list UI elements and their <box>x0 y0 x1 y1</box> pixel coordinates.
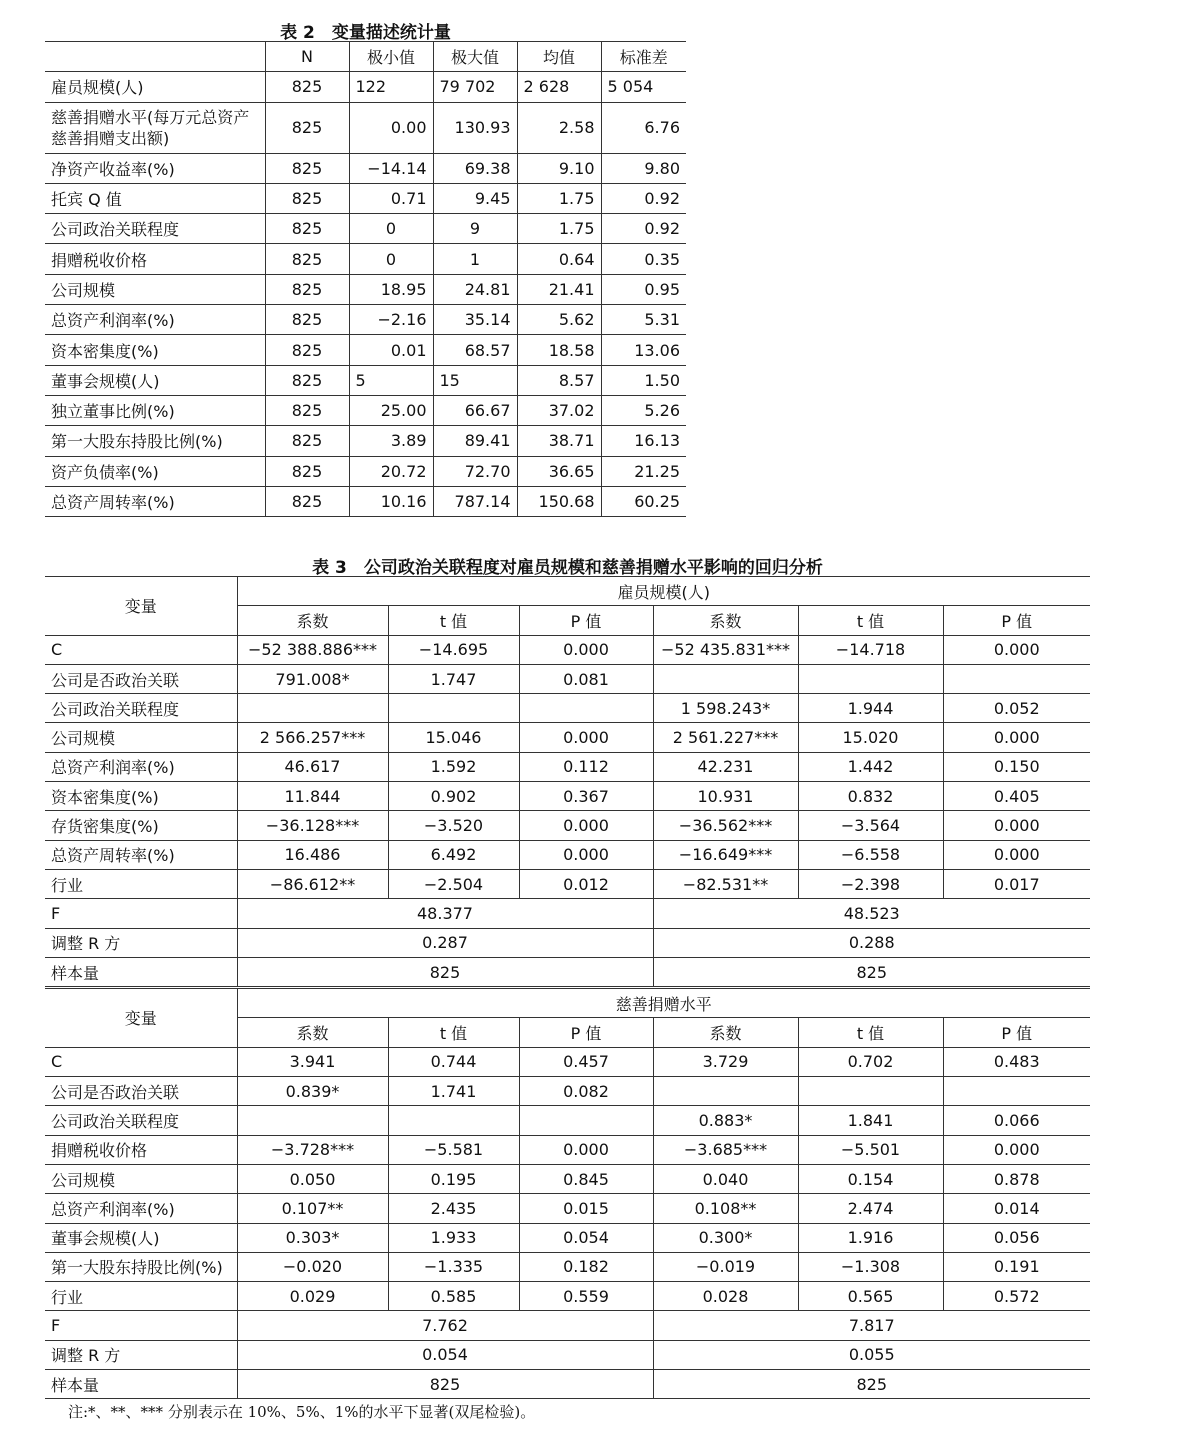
table2-value-cell: 6.76 <box>601 102 686 153</box>
table3-variable-name: 第一大股东持股比例(%) <box>45 1252 237 1281</box>
table2-value-cell: 24.81 <box>433 274 517 304</box>
table2-header-cell: 极大值 <box>433 42 517 72</box>
table2-value-cell: −14.14 <box>349 153 433 183</box>
table3-stat-row <box>45 928 1090 957</box>
table3-value-cell: 3.729 <box>653 1047 798 1076</box>
table3-stat-value: 48.523 <box>653 899 1090 928</box>
table3-row <box>45 1223 1090 1252</box>
table2-value-cell: 16.13 <box>601 426 686 456</box>
table2-variable-name: 总资产周转率(%) <box>45 486 265 516</box>
table3-subheader-cell: 系数 <box>653 606 798 635</box>
table2-value-cell: 0 <box>349 214 433 244</box>
table2-value-cell: 60.25 <box>601 486 686 516</box>
table3-subheader-cell: P 值 <box>943 606 1090 635</box>
table3-subheader-cell: t 值 <box>388 1018 519 1047</box>
table3-value-cell: 0.902 <box>388 782 519 811</box>
table2-value-cell: 825 <box>265 153 349 183</box>
table2-value-cell: 37.02 <box>517 395 601 425</box>
table2-value-cell: 5.31 <box>601 305 686 335</box>
table3-value-cell: 0.014 <box>943 1194 1090 1223</box>
table3-variable-name: 捐赠税收价格 <box>45 1135 237 1164</box>
table3-row <box>45 782 1090 811</box>
table2-value-cell: 0.95 <box>601 274 686 304</box>
table3-stat-row <box>45 1340 1090 1369</box>
table2-variable-name: 公司政治关联程度 <box>45 214 265 244</box>
table2-value-cell: 2.58 <box>517 102 601 153</box>
table3-value-cell: −1.335 <box>388 1252 519 1281</box>
table3-stat-label: 调整 R 方 <box>45 1340 237 1369</box>
table2-value-cell: 9.80 <box>601 153 686 183</box>
table3-stat-row <box>45 1370 1090 1399</box>
table3-value-cell: 1.916 <box>798 1223 943 1252</box>
table3-row <box>45 1194 1090 1223</box>
table3-row <box>45 840 1090 869</box>
table2-variable-name: 资本密集度(%) <box>45 335 265 365</box>
table2-value-cell: 69.38 <box>433 153 517 183</box>
table3-stat-value: 825 <box>237 1370 653 1399</box>
table3-value-cell: 15.046 <box>388 723 519 752</box>
table2-variable-name: 独立董事比例(%) <box>45 395 265 425</box>
table3-value-cell <box>943 664 1090 693</box>
table2-value-cell: 825 <box>265 102 349 153</box>
table3-value-cell: 0.050 <box>237 1164 388 1193</box>
table2-value-cell: 72.70 <box>433 456 517 486</box>
table2-value-cell: 825 <box>265 274 349 304</box>
table2-value-cell: 825 <box>265 456 349 486</box>
table3-value-cell <box>798 664 943 693</box>
table3-row <box>45 869 1090 898</box>
table3-variable-name: 总资产利润率(%) <box>45 752 237 781</box>
table3-value-cell: 1.841 <box>798 1106 943 1135</box>
table3-value-cell: 0.303* <box>237 1223 388 1252</box>
table2-value-cell: 0.92 <box>601 214 686 244</box>
table3-value-cell: 0.081 <box>519 664 653 693</box>
table3-value-cell: 0.839* <box>237 1077 388 1106</box>
table2-value-cell: 825 <box>265 426 349 456</box>
table3-row <box>45 664 1090 693</box>
table3-value-cell: 0.000 <box>943 635 1090 664</box>
table3-value-cell: 0.107** <box>237 1194 388 1223</box>
table3-variable-name: 公司是否政治关联 <box>45 1077 237 1106</box>
table3-note: 注:*、**、*** 分别表示在 10%、5%、1%的水平下显著(双尾检验)。 <box>68 1403 536 1421</box>
table3-value-cell: 0.195 <box>388 1164 519 1193</box>
table2-header-cell: 均值 <box>517 42 601 72</box>
table3-value-cell: 10.931 <box>653 782 798 811</box>
table3-value-cell <box>237 694 388 723</box>
table3-variable-name: 董事会规模(人) <box>45 1223 237 1252</box>
table3-value-cell: 0.300* <box>653 1223 798 1252</box>
table3-value-cell: 0.012 <box>519 869 653 898</box>
table3-variable-name: 行业 <box>45 869 237 898</box>
table3-value-cell: 2 561.227*** <box>653 723 798 752</box>
table3-value-cell: −14.695 <box>388 635 519 664</box>
table3-value-cell: 0.056 <box>943 1223 1090 1252</box>
table3-subheader-cell: P 值 <box>943 1018 1090 1047</box>
table2-descriptive-statistics <box>45 41 686 517</box>
table3-stat-value: 825 <box>237 957 653 987</box>
table3-variable-header: 变量 <box>45 988 237 1048</box>
table3-value-cell: −52 388.886*** <box>237 635 388 664</box>
table2-row <box>45 395 686 425</box>
table2-value-cell: 0.71 <box>349 183 433 213</box>
table3-value-cell: 0.565 <box>798 1282 943 1311</box>
table3-value-cell <box>653 664 798 693</box>
table3-panel1-dependent-row <box>45 577 1090 606</box>
table2-value-cell: 20.72 <box>349 456 433 486</box>
table2-row <box>45 426 686 456</box>
table2-row <box>45 335 686 365</box>
table2-variable-name: 托宾 Q 值 <box>45 183 265 213</box>
table2-value-cell: 38.71 <box>517 426 601 456</box>
table2-value-cell: 0.00 <box>349 102 433 153</box>
table3-value-cell: −0.020 <box>237 1252 388 1281</box>
table3-stat-label: 调整 R 方 <box>45 928 237 957</box>
table3-row <box>45 694 1090 723</box>
table3-stat-value: 0.287 <box>237 928 653 957</box>
table2-value-cell: 825 <box>265 244 349 274</box>
table3-subheader-cell: 系数 <box>653 1018 798 1047</box>
table3-value-cell: −3.520 <box>388 811 519 840</box>
table2-value-cell: 13.06 <box>601 335 686 365</box>
table2-row <box>45 305 686 335</box>
table3-value-cell: 2.435 <box>388 1194 519 1223</box>
table3-value-cell: 791.008* <box>237 664 388 693</box>
table3-value-cell: −1.308 <box>798 1252 943 1281</box>
table3-row <box>45 723 1090 752</box>
table3-variable-header: 变量 <box>45 577 237 636</box>
table2-variable-name: 董事会规模(人) <box>45 365 265 395</box>
table2-value-cell: 25.00 <box>349 395 433 425</box>
table3-value-cell: −14.718 <box>798 635 943 664</box>
table3-value-cell: 1 598.243* <box>653 694 798 723</box>
table3-value-cell: −0.019 <box>653 1252 798 1281</box>
table2-value-cell: −2.16 <box>349 305 433 335</box>
table3-subheader-cell: t 值 <box>798 1018 943 1047</box>
table3-value-cell: 0.054 <box>519 1223 653 1252</box>
table3-value-cell <box>798 1077 943 1106</box>
table3-row <box>45 635 1090 664</box>
table3-value-cell: 0.000 <box>519 840 653 869</box>
table3-value-cell: 0.878 <box>943 1164 1090 1193</box>
table2-row <box>45 214 686 244</box>
table3-stat-label: 样本量 <box>45 1370 237 1399</box>
table3-value-cell: 0.017 <box>943 869 1090 898</box>
table3-value-cell: −36.128*** <box>237 811 388 840</box>
table3-value-cell: 1.592 <box>388 752 519 781</box>
table3-value-cell: 0.483 <box>943 1047 1090 1076</box>
table3-value-cell: −52 435.831*** <box>653 635 798 664</box>
table2-row <box>45 486 686 516</box>
table3-variable-name: 总资产周转率(%) <box>45 840 237 869</box>
table3-value-cell: 0.015 <box>519 1194 653 1223</box>
table3-value-cell: 0.000 <box>943 811 1090 840</box>
table3-value-cell: 0.000 <box>943 840 1090 869</box>
table3-value-cell: 42.231 <box>653 752 798 781</box>
table3-value-cell: −5.501 <box>798 1135 943 1164</box>
table3-value-cell: 11.844 <box>237 782 388 811</box>
table2-value-cell: 66.67 <box>433 395 517 425</box>
table3-row <box>45 1106 1090 1135</box>
table2-value-cell: 9 <box>433 214 517 244</box>
table3-stat-value: 7.817 <box>653 1311 1090 1340</box>
table2-value-cell: 1.75 <box>517 214 601 244</box>
table2-value-cell: 18.95 <box>349 274 433 304</box>
table2-header-cell: 标准差 <box>601 42 686 72</box>
table3-value-cell: 1.442 <box>798 752 943 781</box>
table3-value-cell: 0.191 <box>943 1252 1090 1281</box>
table3-variable-name: 公司规模 <box>45 1164 237 1193</box>
table3-stat-label: 样本量 <box>45 957 237 987</box>
table3-value-cell: −6.558 <box>798 840 943 869</box>
table2-value-cell: 825 <box>265 214 349 244</box>
table3-row <box>45 1047 1090 1076</box>
table3-value-cell: 0.182 <box>519 1252 653 1281</box>
table2-value-cell: 5.62 <box>517 305 601 335</box>
table3-row <box>45 1077 1090 1106</box>
table3-value-cell: −3.685*** <box>653 1135 798 1164</box>
table2-value-cell: 825 <box>265 365 349 395</box>
table3-value-cell: −82.531** <box>653 869 798 898</box>
table3-variable-name: 行业 <box>45 1282 237 1311</box>
table2-variable-name: 捐赠税收价格 <box>45 244 265 274</box>
table3-stat-label: F <box>45 899 237 928</box>
table3-variable-name: 公司是否政治关联 <box>45 664 237 693</box>
table3-title: 表 3 公司政治关联程度对雇员规模和慈善捐赠水平影响的回归分析 <box>312 558 823 578</box>
table3-regression-analysis <box>45 576 1090 1399</box>
table2-value-cell: 825 <box>265 183 349 213</box>
table3-dependent-variable: 雇员规模(人) <box>237 577 1090 606</box>
table2-value-cell: 5 054 <box>601 72 686 102</box>
table3-value-cell <box>653 1077 798 1106</box>
table3-value-cell: 0.154 <box>798 1164 943 1193</box>
table3-row <box>45 1282 1090 1311</box>
table2-row <box>45 72 686 102</box>
table2-value-cell: 825 <box>265 305 349 335</box>
table3-stat-value: 0.054 <box>237 1340 653 1369</box>
table2-value-cell: 2 628 <box>517 72 601 102</box>
table3-value-cell: −5.581 <box>388 1135 519 1164</box>
table3-value-cell: 0.000 <box>943 1135 1090 1164</box>
table2-value-cell: 15 <box>433 365 517 395</box>
table3-value-cell: 0.367 <box>519 782 653 811</box>
table3-value-cell: 2 566.257*** <box>237 723 388 752</box>
table3-value-cell <box>519 694 653 723</box>
table2-value-cell: 0.01 <box>349 335 433 365</box>
table3-value-cell: 0.572 <box>943 1282 1090 1311</box>
table3-value-cell: 0.029 <box>237 1282 388 1311</box>
table3-variable-name: 总资产利润率(%) <box>45 1194 237 1223</box>
table3-stat-label: F <box>45 1311 237 1340</box>
table3-stat-row <box>45 957 1090 987</box>
table3-row <box>45 1252 1090 1281</box>
table2-value-cell: 5 <box>349 365 433 395</box>
table2-value-cell: 0 <box>349 244 433 274</box>
table3-value-cell: 0.000 <box>519 723 653 752</box>
table3-value-cell: 46.617 <box>237 752 388 781</box>
table2-value-cell: 1 <box>433 244 517 274</box>
table2-value-cell: 35.14 <box>433 305 517 335</box>
table2-value-cell: 825 <box>265 335 349 365</box>
table2-variable-name: 慈善捐赠水平(每万元总资产慈善捐赠支出额) <box>45 102 265 153</box>
table3-value-cell <box>388 1106 519 1135</box>
table3-value-cell: 0.082 <box>519 1077 653 1106</box>
table2-value-cell: 18.58 <box>517 335 601 365</box>
table2-value-cell: 36.65 <box>517 456 601 486</box>
table3-value-cell: 0.702 <box>798 1047 943 1076</box>
table3-value-cell: 1.944 <box>798 694 943 723</box>
table3-variable-name: 存货密集度(%) <box>45 811 237 840</box>
table3-dependent-variable: 慈善捐赠水平 <box>237 988 1090 1018</box>
table2-value-cell: 79 702 <box>433 72 517 102</box>
table3-subheader-cell: P 值 <box>519 606 653 635</box>
table2-value-cell: 1.50 <box>601 365 686 395</box>
table3-stat-value: 48.377 <box>237 899 653 928</box>
table2-value-cell: 8.57 <box>517 365 601 395</box>
table3-value-cell: −2.398 <box>798 869 943 898</box>
table2-value-cell: 10.16 <box>349 486 433 516</box>
table3-variable-name: 资本密集度(%) <box>45 782 237 811</box>
table3-value-cell: 0.052 <box>943 694 1090 723</box>
table2-row <box>45 244 686 274</box>
table3-variable-name: 公司政治关联程度 <box>45 1106 237 1135</box>
table2-header-cell: 极小值 <box>349 42 433 72</box>
table3-stat-value: 7.762 <box>237 1311 653 1340</box>
table2-value-cell: 9.10 <box>517 153 601 183</box>
table3-value-cell: 0.040 <box>653 1164 798 1193</box>
table2-value-cell: 0.92 <box>601 183 686 213</box>
table2-row <box>45 274 686 304</box>
table3-stat-value: 825 <box>653 957 1090 987</box>
table2-value-cell: 825 <box>265 486 349 516</box>
table2-value-cell: 1.75 <box>517 183 601 213</box>
table3-value-cell: 0.883* <box>653 1106 798 1135</box>
table3-stat-row <box>45 1311 1090 1340</box>
table3-variable-name: C <box>45 635 237 664</box>
table2-variable-name: 雇员规模(人) <box>45 72 265 102</box>
table3-value-cell: 0.457 <box>519 1047 653 1076</box>
table3-value-cell: 0.845 <box>519 1164 653 1193</box>
table3-value-cell: −2.504 <box>388 869 519 898</box>
table3-stat-value: 0.288 <box>653 928 1090 957</box>
table3-value-cell: 0.066 <box>943 1106 1090 1135</box>
table3-value-cell <box>388 694 519 723</box>
table2-value-cell: 130.93 <box>433 102 517 153</box>
table3-stat-value: 0.055 <box>653 1340 1090 1369</box>
table2-value-cell: 9.45 <box>433 183 517 213</box>
table2-value-cell: 122 <box>349 72 433 102</box>
table3-subheader-cell: 系数 <box>237 1018 388 1047</box>
table2-variable-name: 公司规模 <box>45 274 265 304</box>
table3-value-cell: 0.150 <box>943 752 1090 781</box>
table3-subheader-cell: t 值 <box>798 606 943 635</box>
table2-value-cell: 3.89 <box>349 426 433 456</box>
table3-value-cell: 0.112 <box>519 752 653 781</box>
table3-row <box>45 1135 1090 1164</box>
table3-value-cell: 0.832 <box>798 782 943 811</box>
table3-value-cell: 0.744 <box>388 1047 519 1076</box>
table3-value-cell: 0.028 <box>653 1282 798 1311</box>
table2-value-cell: 787.14 <box>433 486 517 516</box>
table3-stat-value: 825 <box>653 1370 1090 1399</box>
table2-variable-name: 资产负债率(%) <box>45 456 265 486</box>
table2-value-cell: 5.26 <box>601 395 686 425</box>
table2-variable-name: 总资产利润率(%) <box>45 305 265 335</box>
table2-title: 表 2 变量描述统计量 <box>280 23 451 43</box>
table3-value-cell: 2.474 <box>798 1194 943 1223</box>
table3-value-cell: 0.000 <box>519 1135 653 1164</box>
table3-row <box>45 1164 1090 1193</box>
table3-variable-name: 公司政治关联程度 <box>45 694 237 723</box>
table2-header-cell: N <box>265 42 349 72</box>
table3-value-cell: 3.941 <box>237 1047 388 1076</box>
table2-header-row <box>45 42 686 72</box>
table3-value-cell: 1.741 <box>388 1077 519 1106</box>
table3-value-cell: 0.000 <box>519 811 653 840</box>
table2-row <box>45 183 686 213</box>
table3-value-cell: 1.747 <box>388 664 519 693</box>
table3-value-cell: 15.020 <box>798 723 943 752</box>
table3-value-cell: 0.000 <box>519 635 653 664</box>
table3-value-cell: −36.562*** <box>653 811 798 840</box>
table3-value-cell: 6.492 <box>388 840 519 869</box>
table2-value-cell: 21.25 <box>601 456 686 486</box>
table3-value-cell: −86.612** <box>237 869 388 898</box>
table2-value-cell: 89.41 <box>433 426 517 456</box>
table3-stat-row <box>45 899 1090 928</box>
table2-row <box>45 365 686 395</box>
table2-row <box>45 102 686 153</box>
table2-value-cell: 0.64 <box>517 244 601 274</box>
table2-value-cell: 21.41 <box>517 274 601 304</box>
table3-value-cell: 16.486 <box>237 840 388 869</box>
table3-row <box>45 811 1090 840</box>
table3-value-cell <box>237 1106 388 1135</box>
table3-value-cell: 0.585 <box>388 1282 519 1311</box>
table2-value-cell: 0.35 <box>601 244 686 274</box>
table2-variable-name: 净资产收益率(%) <box>45 153 265 183</box>
table2-value-cell: 825 <box>265 72 349 102</box>
table3-subheader-cell: P 值 <box>519 1018 653 1047</box>
table3-subheader-cell: 系数 <box>237 606 388 635</box>
table3-value-cell <box>519 1106 653 1135</box>
table3-value-cell <box>943 1077 1090 1106</box>
table3-panel2-dependent-row <box>45 988 1090 1018</box>
table2-value-cell: 68.57 <box>433 335 517 365</box>
table3-value-cell: 0.108** <box>653 1194 798 1223</box>
table2-row <box>45 153 686 183</box>
table2-value-cell: 150.68 <box>517 486 601 516</box>
table3-value-cell: 0.559 <box>519 1282 653 1311</box>
table3-value-cell: −16.649*** <box>653 840 798 869</box>
table2-row <box>45 456 686 486</box>
table3-value-cell: 0.000 <box>943 723 1090 752</box>
table3-row <box>45 752 1090 781</box>
table3-value-cell: −3.564 <box>798 811 943 840</box>
table3-variable-name: 公司规模 <box>45 723 237 752</box>
table2-value-cell: 825 <box>265 395 349 425</box>
table3-variable-name: C <box>45 1047 237 1076</box>
table2-variable-name: 第一大股东持股比例(%) <box>45 426 265 456</box>
table3-value-cell: 0.405 <box>943 782 1090 811</box>
table3-value-cell: 1.933 <box>388 1223 519 1252</box>
table3-value-cell: −3.728*** <box>237 1135 388 1164</box>
table3-subheader-cell: t 值 <box>388 606 519 635</box>
table2-header-cell <box>45 42 265 72</box>
